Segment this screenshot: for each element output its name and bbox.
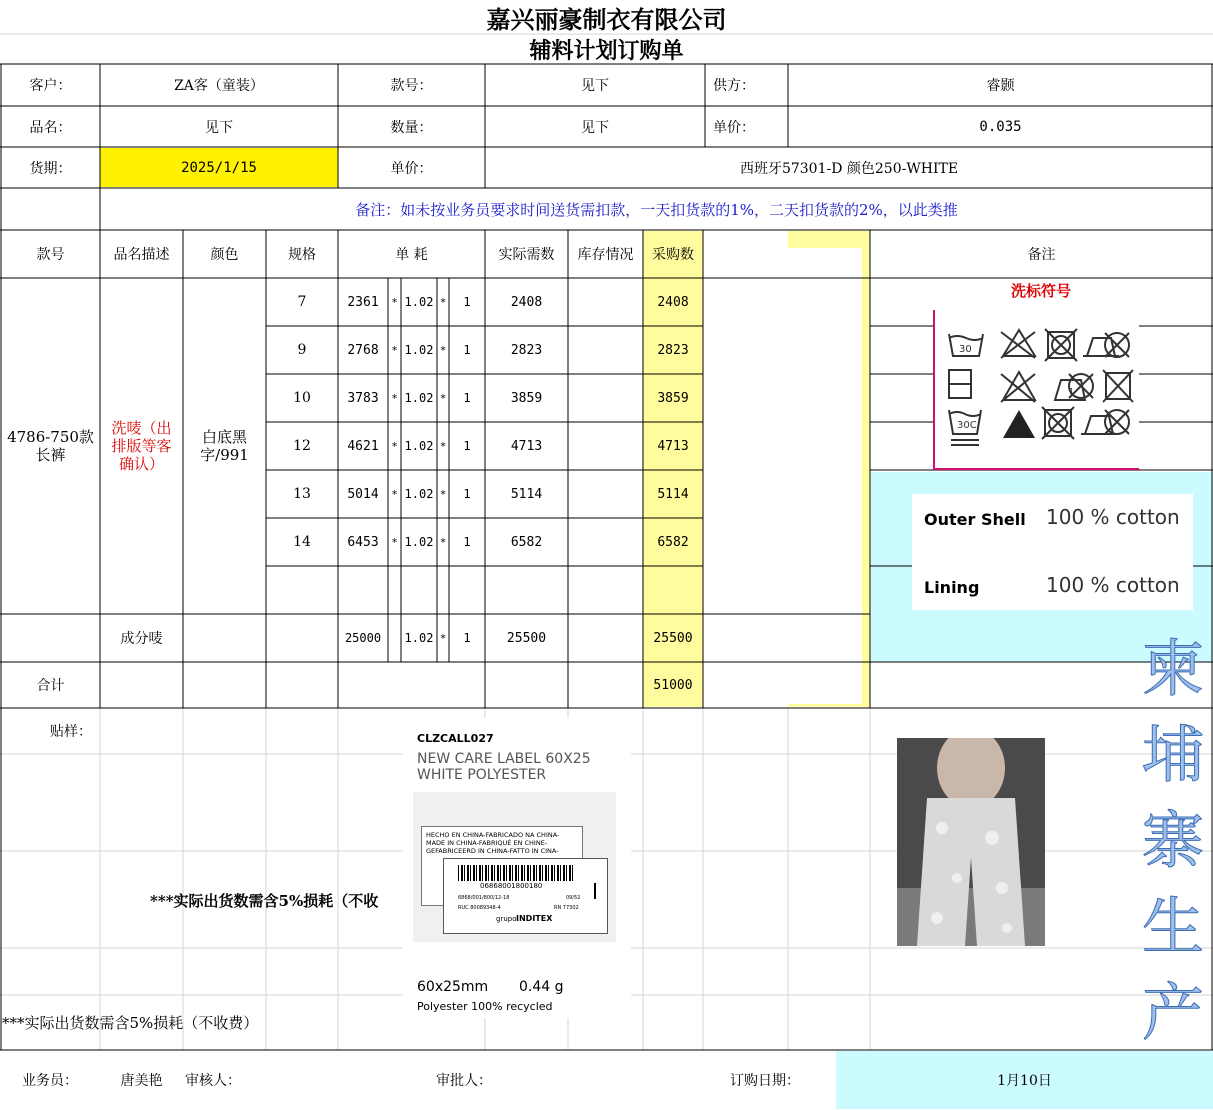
- svg-text:30: 30: [959, 344, 972, 355]
- row-mult2: *: [439, 391, 447, 405]
- stamp-char-3: 寨: [1141, 804, 1204, 877]
- item-desc: 洗唛（出排版等客确认）: [111, 419, 172, 473]
- composition-purchase: 25500: [653, 630, 693, 646]
- row-factor: 1.02: [404, 487, 434, 501]
- stamp-char-5: 产: [1141, 976, 1204, 1049]
- qty-value: 见下: [581, 119, 609, 136]
- barcode-icon: [458, 865, 574, 881]
- row-size: 14: [293, 534, 311, 550]
- label-small-3: RN 77302: [554, 905, 579, 911]
- col-remark: 备注: [1027, 247, 1056, 263]
- supplier-value: 睿颢: [986, 78, 1015, 94]
- sales-value: 唐美艳: [120, 1073, 163, 1089]
- label-brand-prefix: grupo: [496, 915, 517, 923]
- supplier-label: 供方：: [713, 78, 755, 94]
- style-label: 款号：: [390, 78, 433, 94]
- composition-qty: 25000: [344, 631, 382, 645]
- row-qty: 3783: [347, 390, 379, 406]
- row-size: 9: [297, 342, 307, 358]
- row-size: 7: [297, 294, 307, 310]
- row-purchase: 2823: [657, 342, 689, 358]
- row-n: 1: [463, 343, 471, 357]
- company-title: 嘉兴丽豪制衣有限公司: [486, 4, 727, 34]
- col-style: 款号: [36, 247, 65, 263]
- row-mult: *: [391, 439, 398, 453]
- row-size: 12: [293, 438, 311, 454]
- col-purchase: 采购数: [652, 247, 694, 263]
- composition-factor: 1.02: [404, 631, 434, 645]
- row-purchase: 6582: [657, 534, 689, 550]
- row-qty: 4621: [347, 438, 379, 454]
- delivery-label: 货期：: [29, 160, 72, 177]
- product-value: 见下: [205, 119, 233, 136]
- sample-label: 贴样：: [50, 724, 92, 740]
- row-actual: 2823: [510, 342, 543, 358]
- fabric-card: [912, 494, 1193, 610]
- loss-note: ***实际出货数需含5%损耗（不收费）: [2, 1014, 259, 1032]
- row-mult2: *: [439, 535, 447, 549]
- care-title: 洗标符号: [1010, 281, 1071, 300]
- row-mult2: *: [439, 487, 447, 501]
- row-n: 1: [463, 535, 471, 549]
- price-text: 西班牙57301-D 颜色250-WHITE: [739, 160, 959, 177]
- row-n: 1: [463, 439, 471, 453]
- outer-shell-label: Outer Shell: [924, 510, 1026, 529]
- reviewer-label: 审核人：: [185, 1073, 241, 1089]
- col-size: 规格: [288, 247, 316, 263]
- stamp-char-1: 柬: [1141, 632, 1204, 705]
- row-mult2: *: [439, 343, 447, 357]
- col-consumption: 单 耗: [395, 247, 428, 263]
- composition-desc: 成分唛: [120, 631, 163, 647]
- row-purchase: 5114: [657, 486, 689, 502]
- delivery-date: 2025/1/15: [181, 159, 257, 176]
- label-name-1: NEW CARE LABEL 60X25: [417, 751, 591, 767]
- composition-actual: 25500: [506, 630, 547, 646]
- product-label: 品名：: [29, 119, 72, 136]
- row-size: 10: [293, 390, 311, 406]
- label-name-2: WHITE POLYESTER: [417, 767, 547, 783]
- row-mult: *: [391, 343, 398, 357]
- row-actual: 3859: [510, 390, 543, 406]
- row-qty: 2768: [347, 342, 379, 358]
- row-factor: 1.02: [404, 439, 434, 453]
- label-barcode-number: 06868001800180: [480, 882, 543, 890]
- col-actual: 实际需数: [498, 247, 555, 263]
- label-small-4: 09/52: [566, 895, 581, 901]
- row-mult: *: [391, 487, 398, 501]
- label-text-1: HECHO EN CHINA-FABRICADO NA CHINA-: [426, 831, 560, 839]
- label-front: [443, 858, 608, 934]
- col-color: 颜色: [210, 247, 239, 263]
- row-n: 1: [463, 391, 471, 405]
- row-factor: 1.02: [404, 391, 434, 405]
- label-photo: [413, 792, 616, 942]
- col-stock: 库存情况: [577, 247, 634, 263]
- label-tick: [594, 883, 596, 899]
- row-factor: 1.02: [404, 295, 434, 309]
- inditex-logo: INDITEX: [516, 914, 553, 923]
- row-purchase: 3859: [657, 390, 689, 406]
- customer-label: 客户：: [29, 78, 72, 94]
- stamp-char-2: 埔: [1141, 718, 1204, 791]
- unit-price-value: 0.035: [979, 118, 1022, 135]
- label-small-1: 6868/001/800/12-18: [458, 895, 510, 901]
- row-mult: *: [391, 391, 398, 405]
- row-actual: 4713: [510, 438, 543, 454]
- pants-icon: [897, 738, 1045, 946]
- unit-price-label: 单价：: [713, 119, 755, 136]
- row-size: 13: [293, 486, 311, 502]
- label-text-2: MADE IN CHINA-FABRIQUÉ EN CHINE-: [426, 839, 548, 847]
- form-subtitle: 辅料计划订购单: [529, 37, 684, 64]
- row-mult: *: [391, 535, 398, 549]
- lining-value: 100 % cotton: [1046, 573, 1180, 597]
- item-style: 4786-750款长裤: [7, 428, 94, 464]
- loss-note-bold: ***实际出货数需含5%损耗（不收: [150, 892, 379, 910]
- row-actual: 5114: [510, 486, 543, 502]
- row-purchase: 2408: [657, 294, 689, 310]
- style-value: 见下: [581, 78, 609, 94]
- row-mult2: *: [439, 439, 447, 453]
- lining-label: Lining: [924, 578, 980, 597]
- row-factor: 1.02: [404, 535, 434, 549]
- label-text-3: GEFABRICEERD IN CHINA-FATTO IN CINA-: [426, 847, 559, 855]
- row-n: 1: [463, 487, 471, 501]
- row-qty: 5014: [347, 486, 379, 502]
- row-qty: 2361: [347, 294, 379, 310]
- order-date-value: 1月10日: [997, 1073, 1052, 1089]
- care-label-card: [403, 718, 631, 1018]
- row-qty: 6453: [347, 534, 379, 550]
- label-size: 60x25mm: [417, 979, 489, 995]
- order-date-label: 订购日期：: [730, 1073, 800, 1089]
- item-color: 白底黑字/991: [200, 428, 249, 464]
- total-label: 合计: [36, 678, 65, 694]
- row-mult: *: [391, 295, 398, 309]
- row-n: 1: [463, 295, 471, 309]
- row-factor: 1.02: [404, 343, 434, 357]
- care-symbols-panel: [933, 310, 1139, 470]
- remark-note: 备注：如未按业务员要求时间送货需扣款，一天扣货款的1%，二天扣货款的2%，以此类推: [355, 200, 958, 219]
- row-purchase: 4713: [657, 438, 689, 454]
- factory-stamp: [1140, 632, 1206, 1049]
- approver-label: 审批人：: [436, 1073, 492, 1089]
- label-small-2: RUC 80089348-4: [458, 905, 501, 911]
- garment-photo: [897, 738, 1045, 946]
- care-symbols-icon: [935, 310, 1141, 470]
- customer-value: ZA客（童装）: [174, 78, 264, 94]
- svg-text:1: 1: [1069, 387, 1075, 396]
- row-actual: 6582: [510, 534, 543, 550]
- qty-label: 数量：: [390, 119, 433, 136]
- outer-shell-value: 100 % cotton: [1046, 505, 1180, 529]
- col-desc: 品名描述: [113, 247, 170, 263]
- price-label: 单价：: [390, 160, 433, 177]
- svg-text:30C: 30C: [957, 420, 977, 431]
- stamp-char-4: 生: [1141, 890, 1204, 963]
- composition-mult: *: [439, 631, 447, 645]
- row-mult2: *: [439, 295, 447, 309]
- label-weight: 0.44 g: [519, 979, 564, 995]
- composition-n: 1: [463, 631, 471, 645]
- label-material: Polyester 100% recycled: [417, 1000, 553, 1013]
- sales-label: 业务员：: [22, 1073, 78, 1089]
- row-actual: 2408: [510, 294, 543, 310]
- label-code: CLZCALL027: [417, 732, 494, 745]
- total-purchase: 51000: [653, 677, 693, 693]
